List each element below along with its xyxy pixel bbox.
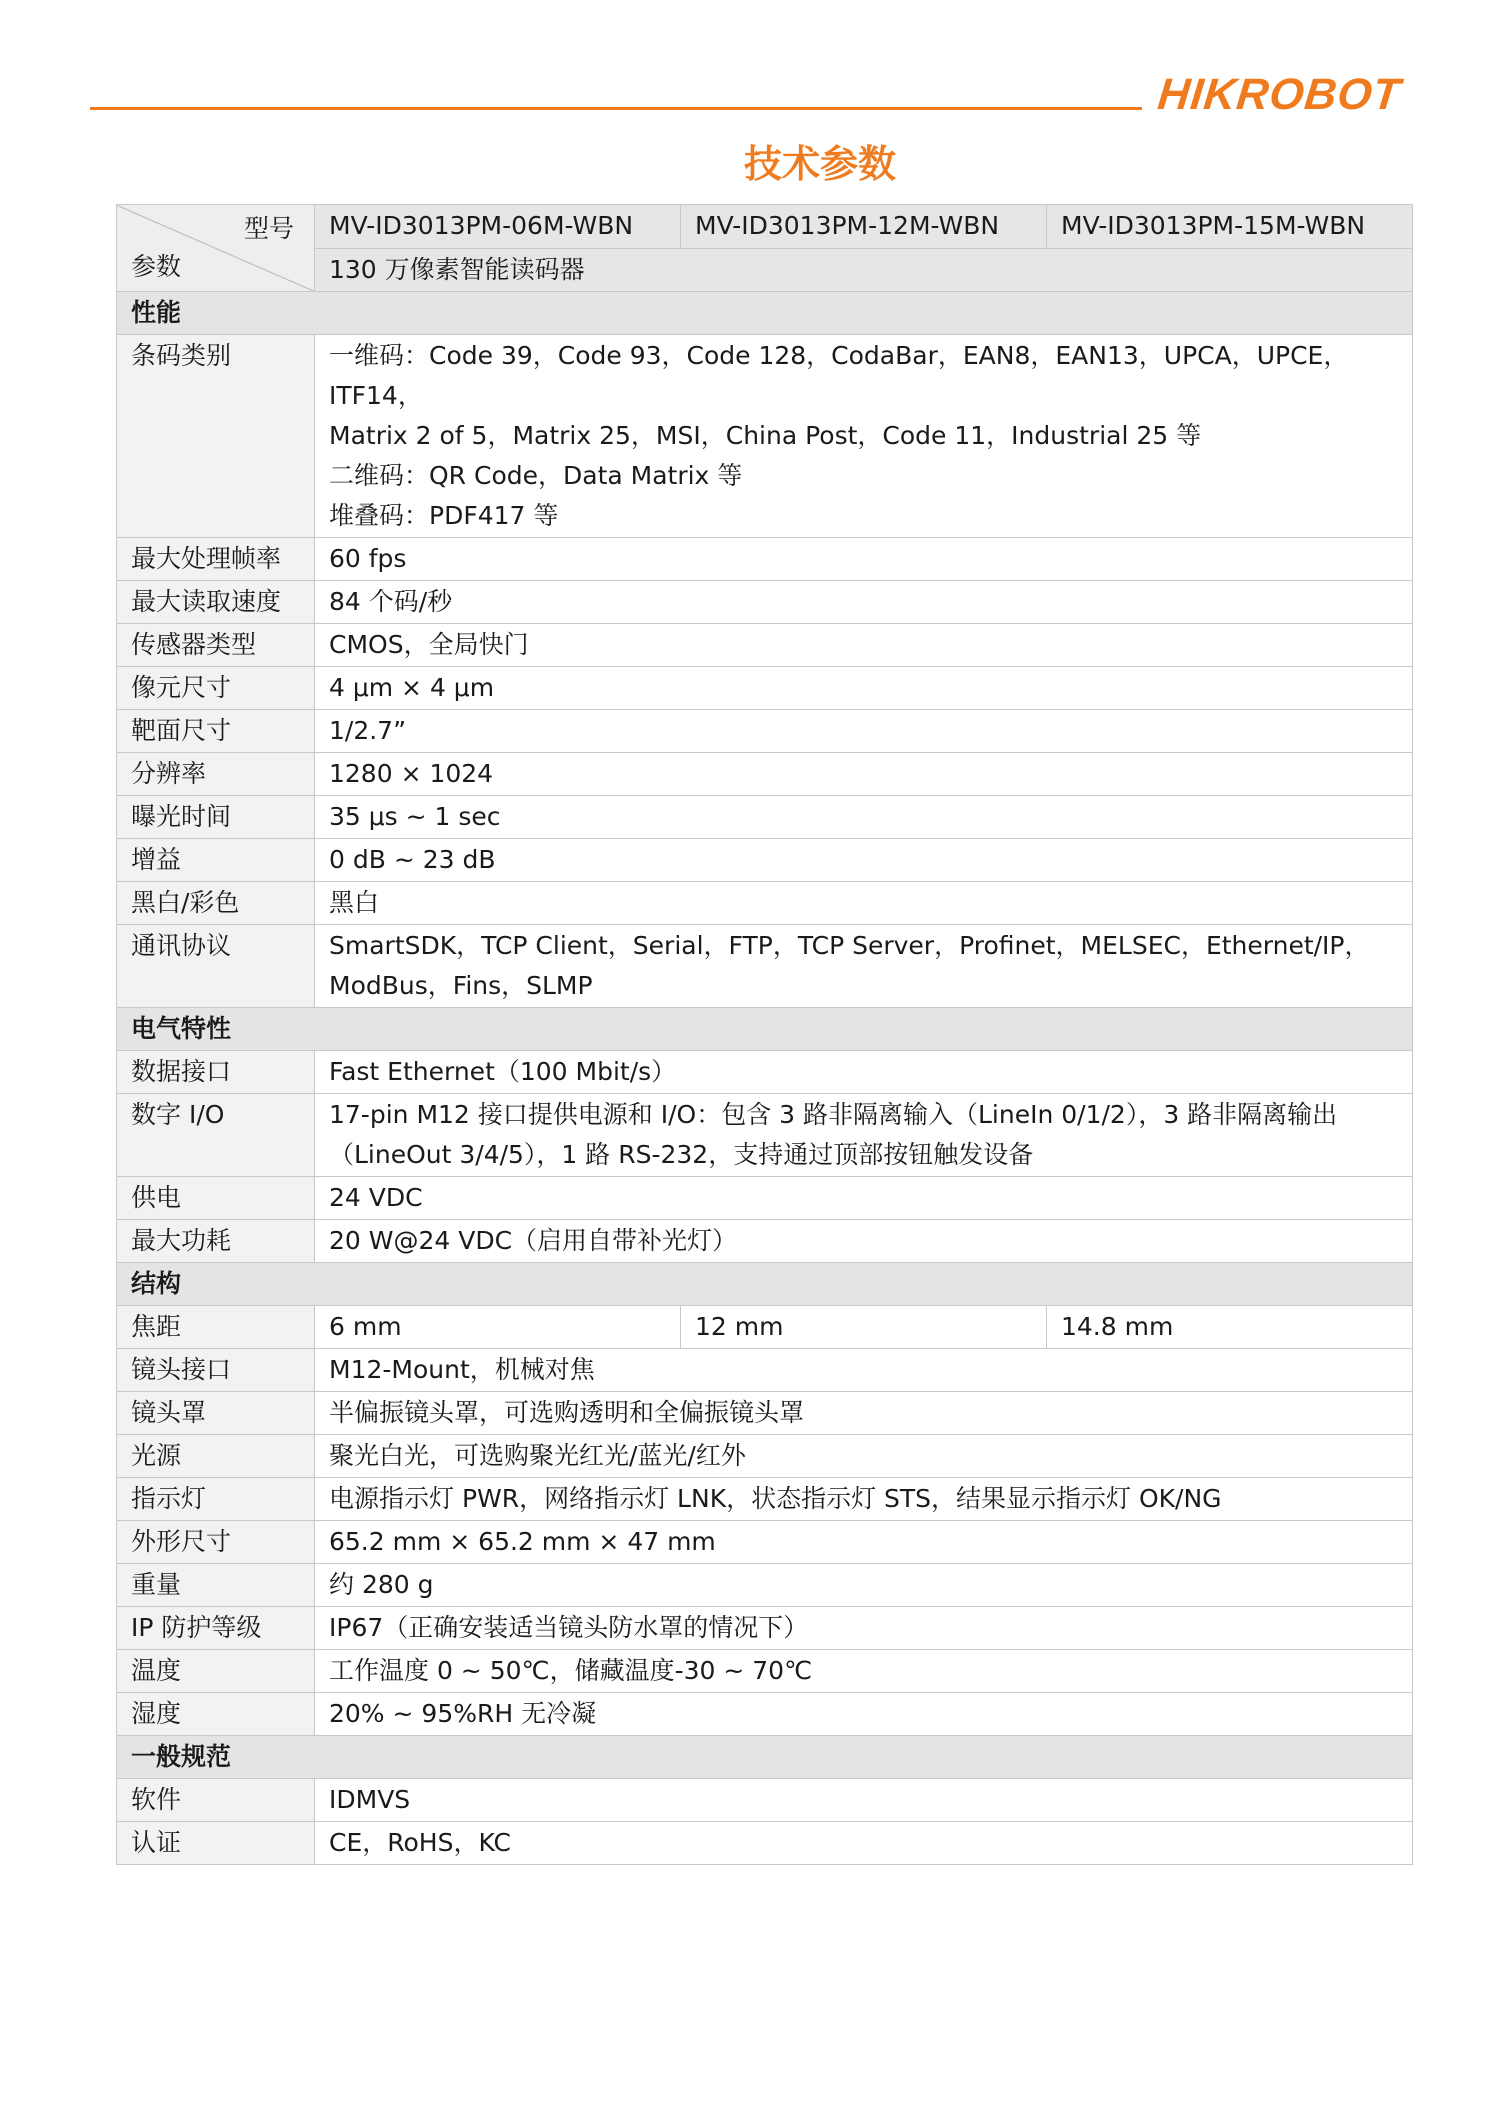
section-title: 电气特性	[117, 1008, 1413, 1051]
spec-value-line: 一维码：Code 39，Code 93，Code 128，CodaBar，EAN8，EAN13，UPCA，UPCE，ITF14，	[329, 341, 1349, 410]
spec-row	[117, 1435, 1413, 1478]
hikrobot-logo: HIKROBOT	[1155, 70, 1404, 119]
param-corner-label: 参数	[131, 252, 182, 281]
spec-value: 聚光白光，可选购聚光红光/蓝光/红外	[315, 1435, 1413, 1478]
spec-row	[117, 1306, 1413, 1349]
spec-value: IP67（正确安装适当镜头防水罩的情况下）	[315, 1607, 1413, 1650]
spec-row	[117, 1650, 1413, 1693]
spec-value-model: 6 mm	[315, 1306, 681, 1349]
spec-value: 半偏振镜头罩，可选购透明和全偏振镜头罩	[315, 1392, 1413, 1435]
spec-value: 工作温度 0 ~ 50℃，储藏温度-30 ~ 70℃	[315, 1650, 1413, 1693]
header-corner-cell	[117, 205, 315, 292]
spec-table	[116, 204, 1413, 1865]
section-header-row	[117, 292, 1413, 335]
section-header-row	[117, 1008, 1413, 1051]
spec-row	[117, 882, 1413, 925]
spec-value-model: 12 mm	[681, 1306, 1047, 1349]
spec-label: 软件	[117, 1779, 315, 1822]
spec-value: 24 VDC	[315, 1177, 1413, 1220]
spec-row	[117, 710, 1413, 753]
spec-row	[117, 1478, 1413, 1521]
spec-label: 数据接口	[117, 1051, 315, 1094]
model-name-cell: MV-ID3013PM-06M-WBN	[315, 205, 681, 249]
spec-row	[117, 1177, 1413, 1220]
spec-value: 约 280 g	[315, 1564, 1413, 1607]
spec-row	[117, 581, 1413, 624]
product-description: 130 万像素智能读码器	[315, 248, 1413, 292]
spec-value: 1280 × 1024	[315, 753, 1413, 796]
spec-label: 条码类别	[117, 335, 315, 538]
spec-value: 4 μm × 4 μm	[315, 667, 1413, 710]
model-name-cell: MV-ID3013PM-15M-WBN	[1047, 205, 1413, 249]
spec-value-line: ModBus，Fins，SLMP	[329, 971, 593, 1000]
spec-label: 重量	[117, 1564, 315, 1607]
spec-row	[117, 839, 1413, 882]
section-title: 性能	[117, 292, 1413, 335]
spec-value: 84 个码/秒	[315, 581, 1413, 624]
spec-value-line: SmartSDK，TCP Client，Serial，FTP，TCP Server，Profinet，MELSEC，Ethernet/IP，	[329, 931, 1370, 960]
spec-label: 光源	[117, 1435, 315, 1478]
model-name-cell: MV-ID3013PM-12M-WBN	[681, 205, 1047, 249]
section-title: 一般规范	[117, 1736, 1413, 1779]
spec-value-model: 14.8 mm	[1047, 1306, 1413, 1349]
section-header-row	[117, 1263, 1413, 1306]
spec-row	[117, 335, 1413, 538]
spec-label: 黑白/彩色	[117, 882, 315, 925]
spec-row	[117, 1051, 1413, 1094]
spec-value-line: （LineOut 3/4/5），1 路 RS-232，支持通过顶部按钮触发设备	[329, 1140, 1034, 1169]
spec-label: 镜头罩	[117, 1392, 315, 1435]
spec-value: 20% ~ 95%RH 无冷凝	[315, 1693, 1413, 1736]
spec-label: 传感器类型	[117, 624, 315, 667]
header-rule	[90, 107, 1142, 110]
spec-value: 20 W@24 VDC（启用自带补光灯）	[315, 1220, 1413, 1263]
model-header-row	[117, 205, 1413, 249]
spec-value: 35 μs ~ 1 sec	[315, 796, 1413, 839]
spec-row	[117, 1607, 1413, 1650]
spec-row	[117, 538, 1413, 581]
spec-value: M12-Mount，机械对焦	[315, 1349, 1413, 1392]
spec-row	[117, 1564, 1413, 1607]
spec-value: 黑白	[315, 882, 1413, 925]
spec-row	[117, 1693, 1413, 1736]
spec-row	[117, 1822, 1413, 1865]
spec-label: 镜头接口	[117, 1349, 315, 1392]
spec-row	[117, 667, 1413, 710]
spec-row	[117, 753, 1413, 796]
spec-value-line: 二维码：QR Code，Data Matrix 等	[329, 461, 743, 490]
spec-label: 认证	[117, 1822, 315, 1865]
spec-label: 最大处理帧率	[117, 538, 315, 581]
spec-row	[117, 796, 1413, 839]
spec-value-line: 17-pin M12 接口提供电源和 I/O：包含 3 路非隔离输入（LineIn 0/1/2），3 路非隔离输出	[329, 1100, 1338, 1129]
spec-label: IP 防护等级	[117, 1607, 315, 1650]
spec-label: 分辨率	[117, 753, 315, 796]
spec-label: 供电	[117, 1177, 315, 1220]
spec-label: 靶面尺寸	[117, 710, 315, 753]
spec-label: 最大读取速度	[117, 581, 315, 624]
spec-label: 指示灯	[117, 1478, 315, 1521]
section-title: 结构	[117, 1263, 1413, 1306]
spec-row	[117, 1349, 1413, 1392]
spec-row	[117, 1392, 1413, 1435]
spec-value: 电源指示灯 PWR，网络指示灯 LNK，状态指示灯 STS，结果显示指示灯 OK/NG	[315, 1478, 1413, 1521]
spec-label: 湿度	[117, 1693, 315, 1736]
spec-value: 65.2 mm × 65.2 mm × 47 mm	[315, 1521, 1413, 1564]
page-title: 技术参数	[743, 142, 896, 186]
spec-value: IDMVS	[315, 1779, 1413, 1822]
spec-label: 像元尺寸	[117, 667, 315, 710]
spec-label: 曝光时间	[117, 796, 315, 839]
spec-row	[117, 1220, 1413, 1263]
spec-label: 数字 I/O	[117, 1094, 315, 1177]
spec-label: 焦距	[117, 1306, 315, 1349]
spec-value-line: Matrix 2 of 5，Matrix 25，MSI，China Post，Code 11，Industrial 25 等	[329, 421, 1202, 450]
spec-label: 增益	[117, 839, 315, 882]
spec-value: 60 fps	[315, 538, 1413, 581]
spec-row	[117, 1521, 1413, 1564]
spec-value-multiline	[315, 1094, 1413, 1177]
spec-value-multiline	[315, 925, 1413, 1008]
spec-value: CE，RoHS，KC	[315, 1822, 1413, 1865]
spec-value: CMOS，全局快门	[315, 624, 1413, 667]
spec-label: 通讯协议	[117, 925, 315, 1008]
spec-value: 0 dB ~ 23 dB	[315, 839, 1413, 882]
spec-value-line: 堆叠码：PDF417 等	[329, 501, 559, 530]
spec-row	[117, 1779, 1413, 1822]
spec-row	[117, 1094, 1413, 1177]
spec-value: 1/2.7”	[315, 710, 1413, 753]
spec-label: 温度	[117, 1650, 315, 1693]
spec-label: 最大功耗	[117, 1220, 315, 1263]
spec-row	[117, 925, 1413, 1008]
model-corner-label: 型号	[243, 214, 294, 243]
spec-value-multiline	[315, 335, 1413, 538]
spec-row	[117, 624, 1413, 667]
spec-value: Fast Ethernet（100 Mbit/s）	[315, 1051, 1413, 1094]
section-header-row	[117, 1736, 1413, 1779]
spec-label: 外形尺寸	[117, 1521, 315, 1564]
